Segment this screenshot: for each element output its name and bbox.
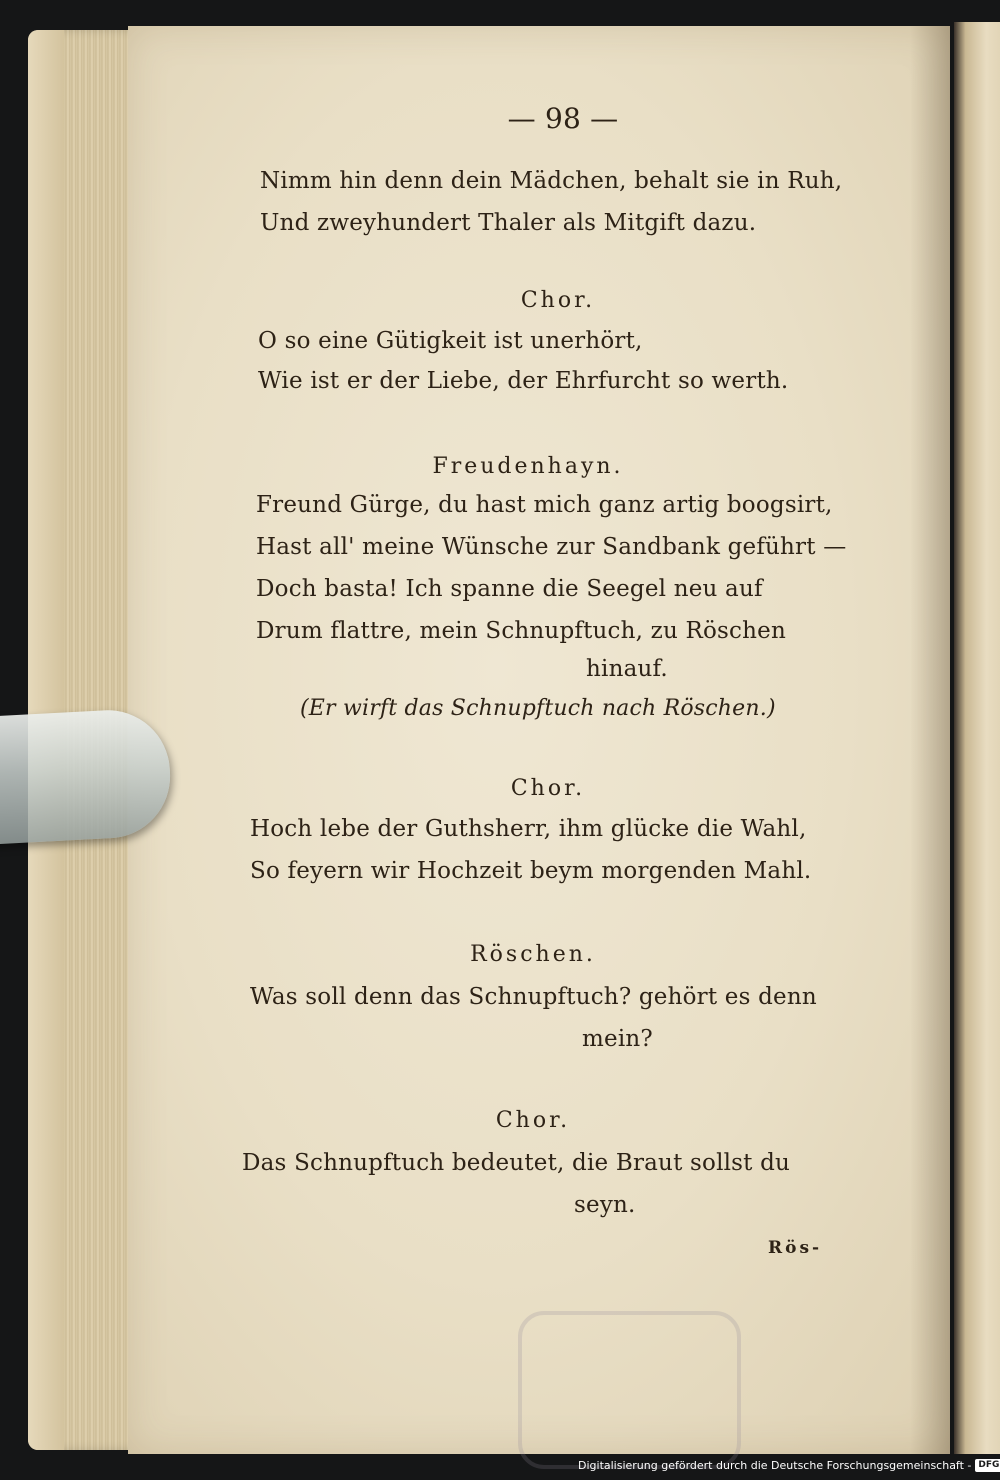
page-weight-clip (0, 707, 173, 845)
verse-line-continuation: hinauf. (586, 656, 668, 682)
credit-text: Digitalisierung gefördert durch die Deutsche Forschungsgemeinschaft - (578, 1458, 972, 1472)
verse-line-continuation: seyn. (574, 1192, 636, 1218)
digitization-credit (578, 1456, 1000, 1474)
verse-line-continuation: mein? (582, 1026, 653, 1052)
speaker-heading: Röschen. (470, 942, 596, 967)
facing-page-edge (954, 22, 1000, 1454)
page-number: — 98 — (507, 102, 619, 135)
speaker-heading: Chor. (510, 776, 586, 801)
book-page (128, 26, 950, 1454)
verse-line: Freund Gürge, du hast mich ganz artig boogsirt, (256, 492, 833, 518)
speaker-heading: Chor. (520, 288, 596, 313)
speaker-heading: Freudenhayn. (432, 454, 624, 479)
dfg-logo: DFG (975, 1459, 1000, 1472)
verse-line: Hast all' meine Wünsche zur Sandbank geführt — (256, 534, 847, 560)
verse-line: Und zweyhundert Thaler als Mitgift dazu. (260, 210, 757, 236)
verse-line: Doch basta! Ich spanne die Seegel neu auf (256, 576, 763, 602)
verse-line: O so eine Gütigkeit ist unerhört, (258, 328, 643, 354)
verse-line: Drum flattre, mein Schnupftuch, zu Röschen (256, 618, 786, 644)
library-stamp (518, 1311, 741, 1469)
verse-line: Hoch lebe der Guthsherr, ihm glücke die Wahl, (250, 816, 807, 842)
verse-line: So feyern wir Hochzeit beym morgenden Mahl. (250, 858, 812, 884)
catchword: Rös- (768, 1238, 823, 1258)
verse-line: Wie ist er der Liebe, der Ehrfurcht so werth. (258, 368, 789, 394)
verse-line: Was soll denn das Schnupftuch? gehört es denn (250, 984, 817, 1010)
stage-direction: (Er wirft das Schnupftuch nach Röschen.) (300, 696, 776, 721)
verse-line: Das Schnupftuch bedeutet, die Braut sollst du (242, 1150, 791, 1176)
verse-line: Nimm hin denn dein Mädchen, behalt sie in Ruh, (260, 168, 843, 194)
speaker-heading: Chor. (495, 1108, 571, 1133)
